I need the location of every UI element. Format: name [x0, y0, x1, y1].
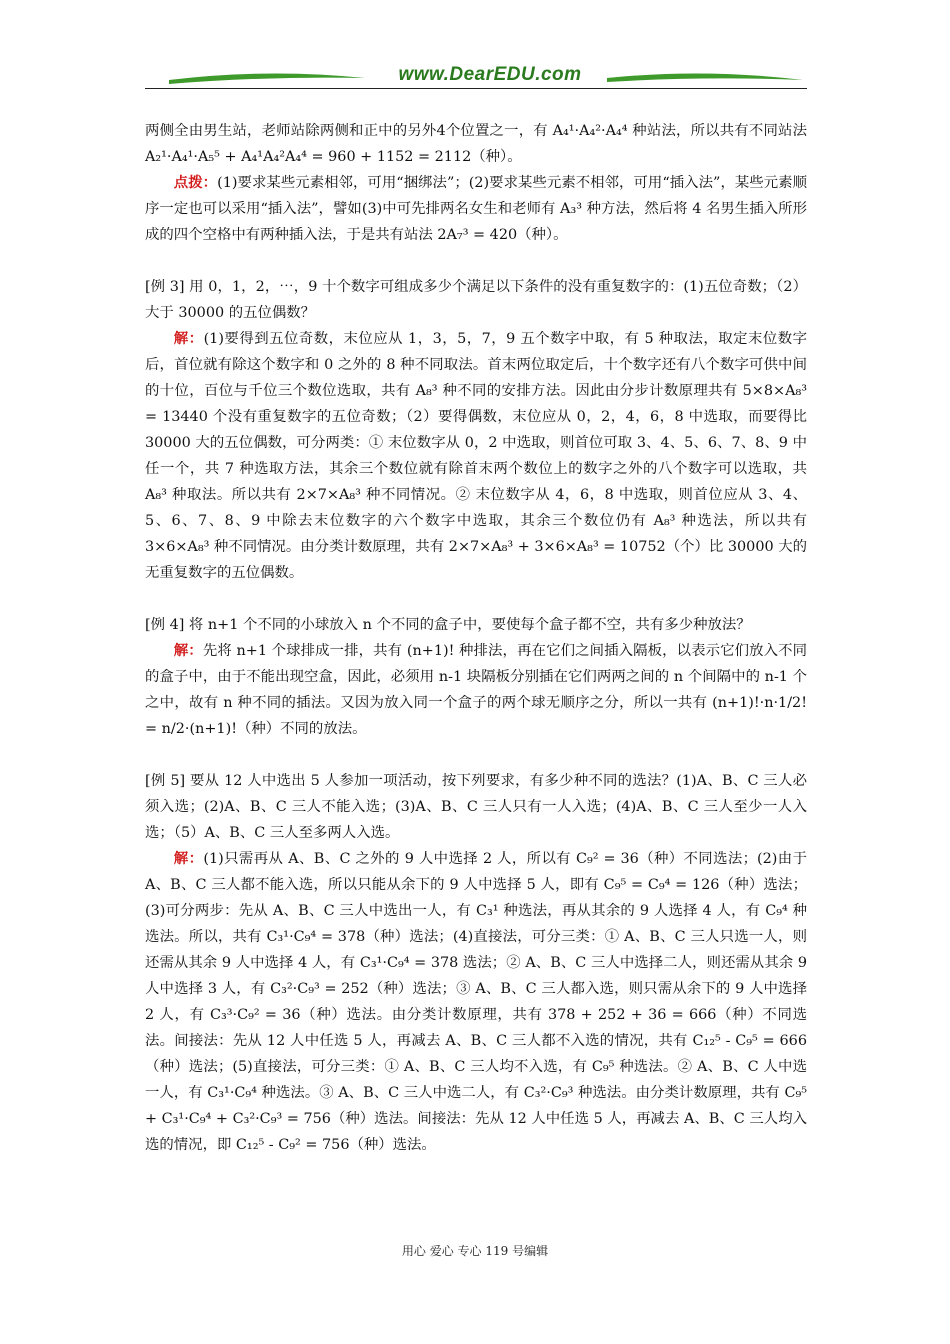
spacer — [145, 586, 807, 612]
header-divider — [145, 88, 807, 89]
example-3-solution-text: (1)要得到五位奇数，末位应从 1，3，5，7，9 五个数字中取，有 5 种取法，取定末位数字后，首位就有除这个数字和 0 之外的 8 种不同取法。首末两位取定后，十个数字还有八个数字可供中间的十位，百位与千位三个数位选取，共有 A₈³ 种不同的安排方法。因此由分步计数原理共有 5×8×A₈³ = 13440 个没有重复数字的五位奇数；（2）要得偶数，末位应从 0，2，4，6，8 中选取，而要得比 30000 大的五位偶数，可分两类：① 末位数字从 0，2 中选取，则首位可取 3、4、5、6、7、8、9 中任一个，共 7 种选取方法，其余三个数位就有除首末两个数位上的数字之外的八个数字可以选取，共 A₈³ 种取法。所以共有 2×7×A₈³ 种不同情况。② 末位数字从 4，6，8 中选取，则首位应从 3、4、5、6、7、8、9 中除去末位数字的六个数字中选取，其余三个数位仍有 A₈³ 种选法，所以共有 3×6×A₈³ 种不同情况。由分类计数原理，共有 2×7×A₈³ + 3×6×A₈³ = 10752（个）比 30000 大的无重复数字的五位偶数。 — [145, 331, 807, 581]
tip-text: (1)要求某些元素相邻，可用“捆绑法”；(2)要求某些元素不相邻，可用“插入法”，某些元素顺序一定也可以采用“插入法”，譬如(3)中可先排两名女生和老师有 A₃³ 种方法，然后将 4 名男生插入所形成的四个空格中有两种插入法，于是共有站法 2A₇³ = 420（种）。 — [145, 175, 807, 243]
spacer — [145, 742, 807, 768]
example-3-question: [例 3] 用 0，1，2，⋯，9 十个数字可组成多少个满足以下条件的没有重复数字的：(1)五位奇数；（2）大于 30000 的五位偶数？ — [145, 279, 807, 321]
example-5-solution-text: (1)只需再从 A、B、C 之外的 9 人中选择 2 人，所以有 C₉² = 36（种）不同选法；(2)由于 A、B、C 三人都不能入选，所以只能从余下的 9 人中选择 5 人，即有 C₉⁵ = C₉⁴ = 126（种）选法；(3)可分两步：先从 A、B、C 三人中选出一人，有 C₃¹ 种选法，再从其余的 9 人选择 4 人，有 C₉⁴ 种选法。所以，共有 C₃¹·C₉⁴ = 378（种）选法；(4)直接法，可分三类：① A、B、C 三人只选一人，则还需从其余 9 人中选择 4 人，有 C₃¹·C₉⁴ = 378 选法；② A、B、C 三人中选择二人，则还需从其余 9 人中选择 3 人，有 C₃²·C₉³ = 252（种）选法；③ A、B、C 三人都入选，则只需从余下的 9 人中选择 2 人，有 C₃³·C₉² = 36（种）选法。由分类计数原理，共有 378 + 252 + 36 = 666（种）不同选法。间接法：先从 12 人中任选 5 人，再减去 A、B、C 三人都不入选的情况，共有 C₁₂⁵ - C₉⁵ = 666（种）选法；(5)直接法，可分三类：① A、B、C 三人均不入选，有 C₉⁵ 种选法。② A、B、C 人中选一人，有 C₃¹·C₉⁴ 种选法。③ A、B、C 三人中选二人，有 C₃²·C₉³ 种选法。由分类计数原理，共有 C₉⁵ + C₃¹·C₉⁴ + C₃²·C₉³ = 756（种）选法。间接法：先从 12 人中任选 5 人，再减去 A、B、C 三人均入选的情况，即 C₁₂⁵ - C₉² = 756（种）选法。 — [145, 851, 807, 1153]
example-4-solution — [145, 638, 807, 742]
paragraph-continuation: 两侧全由男生站，老师站除两侧和正中的另外4个位置之一，有 A₄¹·A₄²·A₄⁴ 种站法，所以共有不同站法 A₂¹·A₄¹·A₅⁵ + A₄¹A₄²A₄⁴ = 960 + 1152 = 2112（种）。 — [145, 123, 807, 165]
tip-paragraph — [145, 170, 807, 248]
logo-swoosh-right-icon — [605, 68, 805, 88]
logo-swoosh-left-icon — [167, 68, 367, 88]
example-3-solution — [145, 326, 807, 586]
example-5-question: [例 5] 要从 12 人中选出 5 人参加一项活动，按下列要求，有多少种不同的选法？(1)A、B、C 三人必须入选；(2)A、B、C 三人不能入选；(3)A、B、C 三人只有一人入选；(4)A、B、C 三人至少一人入选；（5）A、B、C 三人至多两人入选。 — [145, 773, 807, 841]
example-4-solution-text: 先将 n+1 个球排成一排，共有 (n+1)! 种排法，再在它们之间插入隔板，以表示它们放入不同的盒子中，由于不能出现空盒，因此，必须用 n-1 块隔板分别插在它们两两之间的 n 个间隔中的 n-1 个之中，故有 n 种不同的插法。又因为放入同一个盒子的两个球无顺序之分，所以一共有 (n+1)!·n·1/2! = n/2·(n+1)!（种）不同的放法。 — [145, 643, 807, 737]
document-body — [145, 118, 807, 1158]
solution-label: 解： — [173, 330, 204, 347]
example-5-solution — [145, 846, 807, 1158]
example-4-question: [例 4] 将 n+1 个不同的小球放入 n 个不同的盒子中，要使每个盒子都不空，共有多少种放法？ — [145, 617, 751, 633]
tip-label: 点拨： — [173, 174, 218, 191]
solution-label: 解： — [173, 850, 204, 867]
page-footer: 用心 爱心 专心 119 号编辑 — [401, 1244, 549, 1258]
solution-label: 解： — [173, 642, 203, 659]
site-logo: www.DearEDU.com — [398, 64, 582, 85]
spacer — [145, 248, 807, 274]
page-header — [145, 62, 807, 96]
